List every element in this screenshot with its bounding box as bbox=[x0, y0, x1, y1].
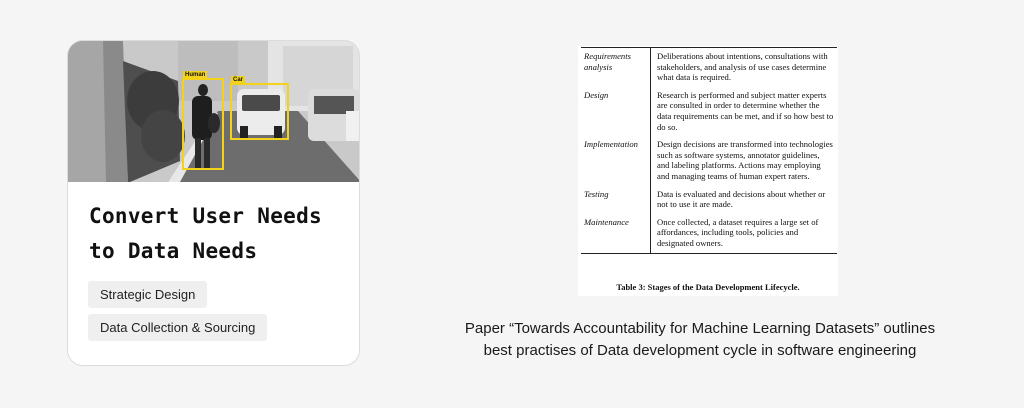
paper-description-line2: best practises of Data development cycle in software engineering bbox=[483, 342, 917, 359]
stage-label: analysis bbox=[584, 61, 613, 72]
description-cell: Data is evaluated and decisions about whether or not to use it are made. bbox=[657, 188, 826, 210]
table-row bbox=[581, 186, 837, 214]
stage-cell: Design bbox=[581, 87, 651, 136]
description-cell: Deliberations about intentions, consultations with stakeholders, and analysis of use cases determine what data is required. bbox=[657, 51, 828, 83]
stage-label: Requirements bbox=[584, 51, 631, 61]
stage-cell bbox=[581, 48, 651, 87]
description-cell: Design decisions are transformed into technologies such as software systems, annotator guidelines, and labeling platforms. Actions may employing and managing teams of human expert raters. bbox=[657, 139, 833, 181]
table-row bbox=[581, 48, 837, 87]
tag-strategic-design[interactable]: Strategic Design bbox=[88, 281, 207, 308]
use-case-card bbox=[67, 40, 360, 366]
paper-description-line1: Paper “Towards Accountability for Machine Learning Datasets” outlines bbox=[464, 320, 936, 337]
table-row bbox=[581, 136, 837, 185]
street-scene-illustration bbox=[68, 41, 360, 182]
table-row bbox=[581, 214, 837, 253]
stage-cell: Maintenance bbox=[581, 214, 651, 253]
description-cell: Once collected, a dataset requires a large set of affordances, including tools, policies and designated owners. bbox=[657, 216, 819, 248]
card-title bbox=[89, 199, 351, 269]
table-row bbox=[581, 87, 837, 136]
street-detection-photo bbox=[68, 41, 360, 182]
stage-cell: Testing bbox=[581, 186, 651, 214]
card-title-line1: Convert User Needs bbox=[89, 204, 322, 228]
human-detection-label: Human bbox=[185, 72, 206, 78]
paper-description bbox=[440, 318, 960, 362]
stage-cell: Implementation bbox=[581, 136, 651, 185]
lifecycle-table bbox=[581, 47, 837, 254]
lifecycle-table-figure bbox=[578, 46, 838, 296]
tag-data-collection-sourcing[interactable]: Data Collection & Sourcing bbox=[88, 314, 267, 341]
description-cell: Research is performed and subject matter experts are consulted in order to determine whether the data requirements can be met, and if so how best to do so. bbox=[657, 89, 834, 132]
card-title-line2: to Data Needs bbox=[89, 239, 258, 263]
car-detection-label: Car bbox=[233, 77, 244, 83]
table-caption: Table 3: Stages of the Data Development Lifecycle. bbox=[616, 282, 800, 292]
